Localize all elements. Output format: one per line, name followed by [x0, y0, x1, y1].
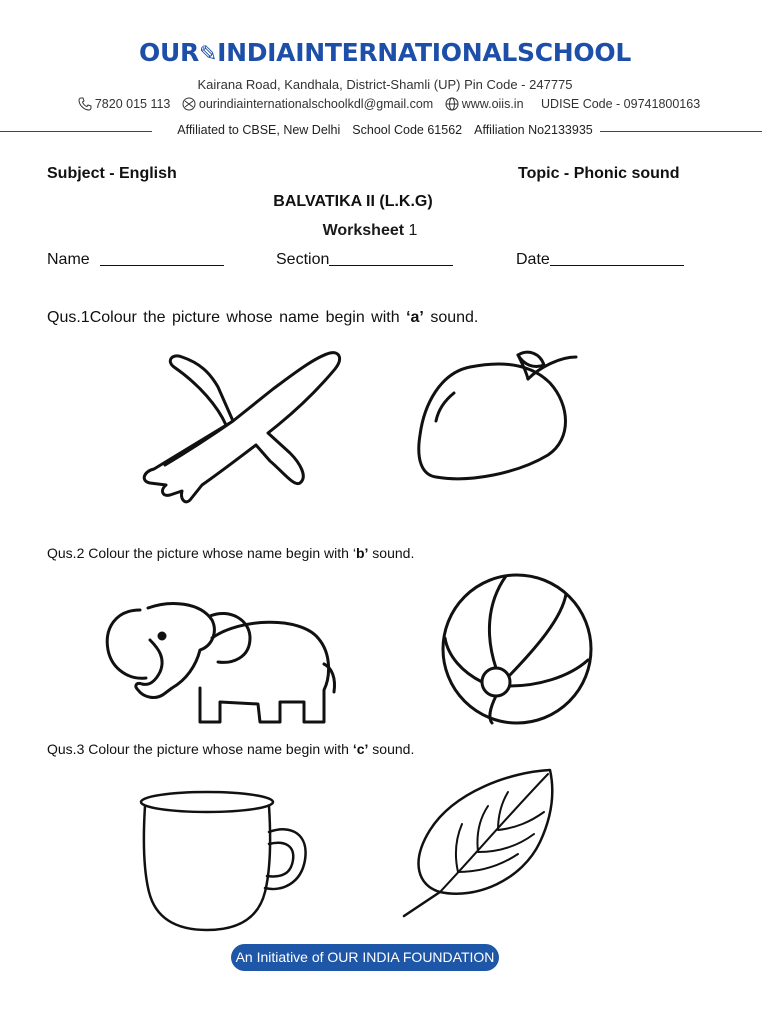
phone-icon: [78, 97, 92, 111]
topic-label: Topic - Phonic sound: [518, 165, 680, 182]
school-address: Kairana Road, Kandhala, District-Shamli (UP) Pin Code - 247775: [197, 77, 573, 92]
class-label: BALVATIKA II (L.K.G): [273, 193, 433, 210]
subject-label: Subject - English: [47, 165, 177, 182]
pen-icon: ✎: [198, 42, 218, 67]
ball-icon[interactable]: [436, 568, 598, 730]
email-address: ourindiainternationalschoolkdl@gmail.com: [198, 97, 434, 111]
email-icon: [182, 97, 196, 111]
globe-icon: [445, 97, 459, 111]
phone-number: 7820 015 113: [94, 97, 171, 111]
section-field[interactable]: Section: [276, 251, 453, 269]
affiliation-board: Affiliated to CBSE, New Delhi: [171, 123, 346, 137]
affiliation-number: Affiliation No2133935: [468, 123, 599, 137]
question-1: Qus.1Colour the picture whose name begin with ‘a’ sound.: [47, 309, 479, 326]
cup-icon[interactable]: [135, 788, 310, 936]
website: www.oiis.in: [461, 97, 524, 111]
name-field[interactable]: Name: [47, 251, 224, 269]
udise-code: UDISE Code - 09741800163: [541, 97, 701, 111]
question-2: Qus.2 Colour the picture whose name begin with ‘b’ sound.: [47, 545, 415, 561]
question-3: Qus.3 Colour the picture whose name begin with ‘c’ sound.: [47, 741, 415, 757]
school-name: OUR✎INDIAINTERNATIONALSCHOOL: [139, 38, 631, 67]
footer-banner: An Initiative of OUR INDIA FOUNDATION: [231, 944, 499, 971]
leaf-icon[interactable]: [400, 768, 560, 918]
worksheet-title: Worksheet 1: [322, 222, 418, 239]
school-code: School Code 61562: [346, 123, 468, 137]
affiliation-row: [0, 123, 770, 137]
contact-row: [0, 97, 770, 111]
elephant-icon[interactable]: [100, 598, 340, 733]
date-field[interactable]: Date: [516, 251, 684, 269]
aeroplane-icon[interactable]: [130, 345, 350, 505]
mango-icon[interactable]: [410, 345, 590, 490]
